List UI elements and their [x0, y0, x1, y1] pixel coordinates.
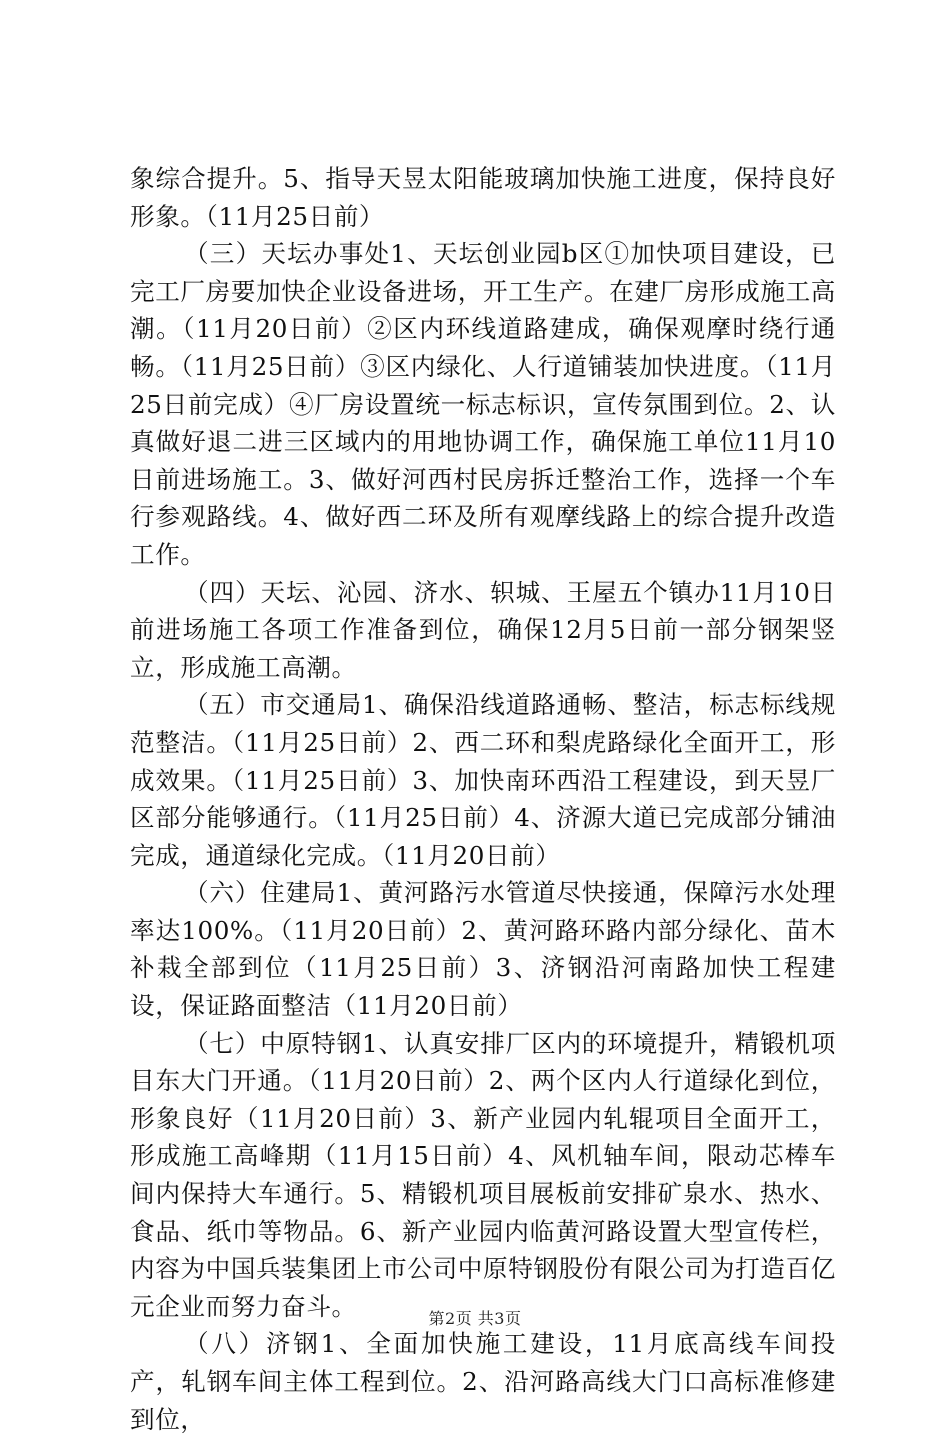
paragraph-continuation: 象综合提升。5、指导天昱太阳能玻璃加快施工进度，保持良好形象。（11月25日前） [130, 164, 836, 231]
paragraph-section-8: （八）济钢1、全面加快施工建设，11月底高线车间投产，轧钢车间主体工程到位。2、沿河路高线大门口高标准修建到位， [130, 1329, 836, 1434]
document-body [130, 160, 836, 1438]
paragraph-section-6: （六）住建局1、黄河路污水管道尽快接通，保障污水处理率达100%。（11月20日前）2、黄河路环路内部分绿化、苗木补栽全部到位（11月25日前）3、济钢沿河南路加快工程建设，保证路面整洁（11月20日前） [130, 878, 836, 1021]
paragraph-section-4: （四）天坛、沁园、济水、轵城、王屋五个镇办11月10日前进场施工各项工作准备到位，确保12月5日前一部分钢架竖立，形成施工高潮。 [130, 577, 836, 682]
paragraph-section-3: （三）天坛办事处1、天坛创业园b区①加快项目建设，已完工厂房要加快企业设备进场，开工生产。在建厂房形成施工高潮。（11月20日前）②区内环线道路建成，确保观摩时绕行通畅。（11月25日前）③区内绿化、人行道铺装加快进度。（11月25日前完成）④厂房设置统一标志标识，宣传氛围到位。2、认真做好退二进三区域内的用地协调工作，确保施工单位11月10日前进场施工。3、做好河西村民房拆迁整治工作，选择一个车行参观路线。4、做好西二环及所有观摩线路上的综合提升改造工作。 [130, 239, 836, 569]
page-number-footer: 第2页 共3页 [428, 1309, 522, 1328]
paragraph-section-5: （五）市交通局1、确保沿线道路通畅、整洁，标志标线规范整洁。（11月25日前）2、西二环和梨虎路绿化全面开工，形成效果。（11月25日前）3、加快南环西沿工程建设，到天昱厂区部分能够通行。（11月25日前）4、济源大道已完成部分铺油完成，通道绿化完成。（11月20日前） [130, 690, 836, 870]
paragraph-section-7: （七）中原特钢1、认真安排厂区内的环境提升，精锻机项目东大门开通。（11月20日前）2、两个区内人行道绿化到位，形象良好（11月20日前）3、新产业园内轧辊项目全面开工，形成施工高峰期（11月15日前）4、风机轴车间，限动芯棒车间内保持大车通行。5、精锻机项目展板前安排矿泉水、热水、食品、纸巾等物品。6、新产业园内临黄河路设置大型宣传栏，内容为中国兵装集团上市公司中原特钢股份有限公司为打造百亿元企业而努力奋斗。 [130, 1028, 836, 1321]
